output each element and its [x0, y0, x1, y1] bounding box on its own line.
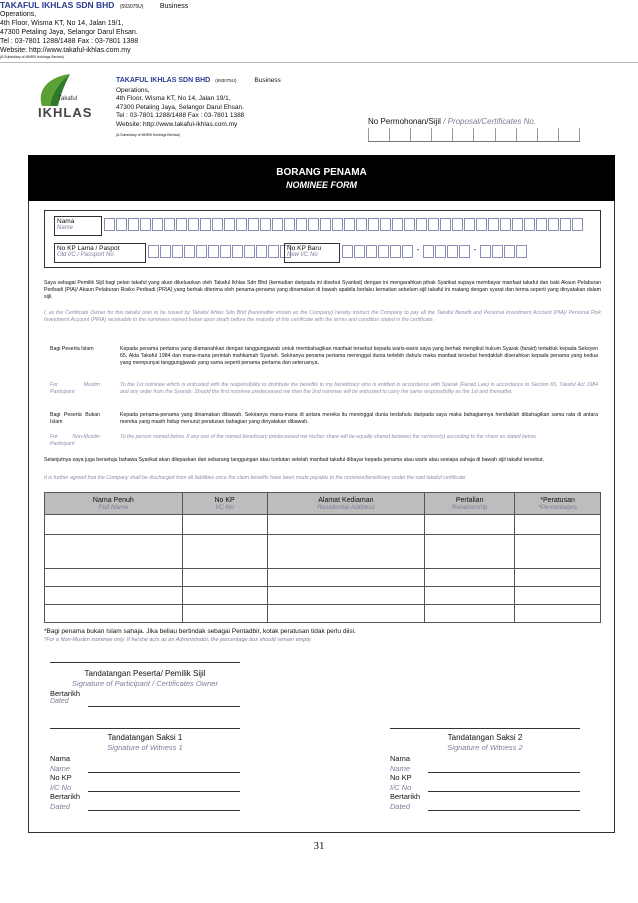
main-header — [116, 77, 366, 138]
witness2-dated-line[interactable] — [428, 810, 580, 811]
logo-leaf-icon — [30, 72, 100, 108]
witness1-dated-line[interactable] — [88, 810, 240, 811]
top-divider — [0, 62, 638, 63]
name-input-boxes[interactable] — [104, 218, 584, 231]
top-line-0: Operations, — [0, 11, 37, 18]
islam-label: Bagi Peserta Islam — [50, 346, 94, 352]
header-company: TAKAFUL IKHLAS SDN BHD — [116, 77, 211, 84]
col-address: Alamat Kediaman Residential Address — [267, 493, 425, 515]
logo — [30, 72, 100, 134]
cert-label: No Permohonan/Sijil / Proposal/Certificates No. — [368, 117, 537, 126]
para-1: Saya sebagai Pemilik Sijil bagi pelan takaful yang akan dikeluarkan oleh Takaful Ikhlas Sdn Bhd (kemudian daripada ini disebut Syarikat) dengan ini mengarahkan pihak Syarikat supaya membayar manfaat takaful dan baki Akaun Pelaburan Peribadi (PIA)/ Akaun Pelaburan Risiko Peribadi (PRIA) yang berhak diterima oleh penama-penama yang dinamakan di bawah apabila berlaku kematian sebelum sijil takaful ini matang dengan syarat dan terma seperti yang dinyatakan dalam sijil. — [44, 280, 601, 300]
title-ms: BORANG PENAMA — [276, 167, 367, 178]
col-ic: No KP I/C No — [182, 493, 267, 515]
owner-signature-line[interactable] — [50, 662, 240, 663]
table-row[interactable] — [45, 515, 601, 535]
witness1-name-line[interactable] — [88, 772, 240, 773]
header-line-3: Tel : 03-7801 1288/1488 Fax : 03-7801 1388 — [116, 112, 245, 120]
table-row[interactable] — [45, 569, 601, 587]
top-reg: (593075U) — [119, 4, 144, 10]
logo-small: Takaful — [58, 96, 78, 102]
muslim-text: To the 1st nominee which is entrusted with the responsibility to distribute the benefits to my beneficiary who is entitled in accordance with Syarak (Faraid Law) in accordance to Section 65, Takaful Act 1984 and any order from the Syariah. Should the first nominee predeceased me then the 2nd nominee will be entrusted to carry the same responsibility as the 1st and thereafter. — [120, 382, 598, 395]
footnote-en: *For a Non-Muslim nominee only. If he/she acts as an Administrator, the percentage box should remain empty. — [44, 637, 312, 643]
col-relationship: Pertalian Relationship — [425, 493, 515, 515]
owner-signature-label: Tandatangan Peserta/ Pemilik Sijil Signature of Participant / Certificates Owner — [72, 669, 218, 688]
muslim-label: For Muslim Participant — [50, 382, 100, 395]
cert-boxes[interactable] — [368, 128, 580, 142]
table-row[interactable] — [45, 605, 601, 623]
witness1-label: Tandatangan Saksi 1 Signature of Witness 1 — [107, 733, 183, 752]
header-reg: (593075U) — [215, 78, 237, 83]
witness2-fields: Nama Name No KP I/C No Bertarikh Dated — [390, 754, 421, 811]
islam-text: Kepada penama pertama yang diamanahkan dengan tanggungjawab untuk membahagikan manfaat tersebut kepada waris-waris saya yang berhak mengikut hukum Syarak (faraid) tertakluk kepada Seksyen 65, Akta Takaful 1984 dan mana-mana perintah mahkamah Syariah. Sekiranya penama pertama meninggal dunia terlebih dahulu maka manfaat tersebut hendaklah diserahkan kepada penama yang kedua yang mempunyai tanggungjawab yang sama seperti penama pertama dan seterusnya. — [120, 346, 598, 366]
witness2-name-line[interactable] — [428, 772, 580, 773]
header-line-0: Operations, — [116, 87, 150, 94]
top-line-4: Website: http://www.takaful-ikhlas.com.my — [0, 47, 131, 54]
oldic-label: No KP Lama / Paspot Old I/C / Passport No — [54, 243, 146, 263]
newic-input-boxes[interactable]: - - — [342, 245, 528, 258]
footnote-ms: *Bagi penama bukan Islam sahaja. Jika beliau bertindak sebagai Pentadbir, kotak peratusan tidak perlu diisi. — [44, 628, 356, 635]
col-fullname: Nama Penuh Full Name — [45, 493, 183, 515]
witness2-signature-line[interactable] — [390, 728, 580, 729]
para-2-en: It is further agreed that the Company shall be discharged from all liabilities once the claim benefits have been made payable to the nominee/beneficiary under the said takaful certificate. — [44, 475, 467, 481]
top-subsidiary: (A Subsidiary of MNRB Holdings Berhad) — [0, 55, 64, 59]
table-row[interactable] — [45, 535, 601, 569]
name-label: Nama Name — [54, 216, 102, 236]
oldic-input-boxes[interactable] — [148, 245, 292, 258]
para-2: Selanjutnya saya juga bersetuju bahawa Syarikat akan dilepaskan dari sebarang tanggungan atau tuntutan setelah manfaat takaful dibayar kepada penama atau waris atau sesiapa sahaja di bawah sijil takaful tersebut. — [44, 457, 545, 463]
top-header — [0, 0, 400, 60]
title-en: NOMINEE FORM — [286, 180, 357, 190]
table-header-row — [45, 493, 601, 515]
top-line-3: Tel : 03-7801 1288/1488 Fax : 03-7801 1388 — [0, 38, 139, 45]
col-percentage: *Peratusan *Percentages — [515, 493, 601, 515]
logo-big: IKHLAS — [38, 105, 93, 120]
witness2-ic-line[interactable] — [428, 791, 580, 792]
top-company: TAKAFUL IKHLAS SDN BHD — [0, 0, 115, 10]
owner-dated-label: Bertarikh Dated — [50, 689, 81, 705]
header-business: Business — [254, 77, 281, 84]
nonmuslim-text: To the person named below. If any one of the named beneficiary predeceased me his/her share will be equally shared between the survivor(s) according to the share as stated below. — [120, 434, 537, 440]
witness1-ic-line[interactable] — [88, 791, 240, 792]
witness2-label: Tandatangan Saksi 2 Signature of Witness 2 — [447, 733, 523, 752]
nonmuslim-label: For Non-Muslim Participant — [50, 434, 100, 447]
header-line-1: 4th Floor, Wisma KT, No 14, Jalan 19/1, — [116, 95, 231, 103]
title-bar — [28, 155, 615, 201]
header-line-2: 47300 Petaling Jaya, Selangor Darul Ehsan. — [116, 103, 244, 111]
top-line-1: 4th Floor, Wisma KT, No 14, Jalan 19/1, — [0, 20, 124, 27]
para-1-en: I, as the Certificate Owner for this takaful plan to be issued by Takaful Ikhlas Sdn Bhd (hereinafter known as the Company) hereby instruct the Company to pay all the Takaful Benefit and Personal Investment Account (PIA)/ Personal Risk Investment Account (PRIA) receivable to the nominees named below upon death before the maturity of this certificate with the terms and condition stated in the certificate. — [44, 310, 601, 323]
table-row[interactable] — [45, 587, 601, 605]
header-subsidiary: (A Subsidiary of MNRB Holdings Berhad) — [116, 133, 180, 138]
newic-label: No KP Baru New I/C No — [284, 243, 340, 263]
header-line-4: Website: http://www.takaful-ikhlas.com.my — [116, 120, 238, 128]
nonislam-label: Bagi Peserta Bukan Islam — [50, 412, 100, 425]
witness1-signature-line[interactable] — [50, 728, 240, 729]
top-line-2: 47300 Petaling Jaya, Selangor Darul Ehsan. — [0, 29, 138, 36]
page-number: 31 — [313, 840, 325, 852]
witness1-fields: Nama Name No KP I/C No Bertarikh Dated — [50, 754, 81, 811]
nominee-table — [44, 492, 601, 623]
top-business: Business — [159, 3, 189, 10]
nonislam-text: Kepada penama-penama yang dinamakan dibawah. Sekiranya mana-mana di antara mereka itu meninggal dunia terdahulu daripada saya maka bahagiannya hendaklah dibahagikan sama rata di antara mereka yang masih hidup menurut peratusan bahagian yang dinyatakan dibawah. — [120, 412, 598, 425]
owner-dated-line[interactable] — [88, 706, 240, 707]
